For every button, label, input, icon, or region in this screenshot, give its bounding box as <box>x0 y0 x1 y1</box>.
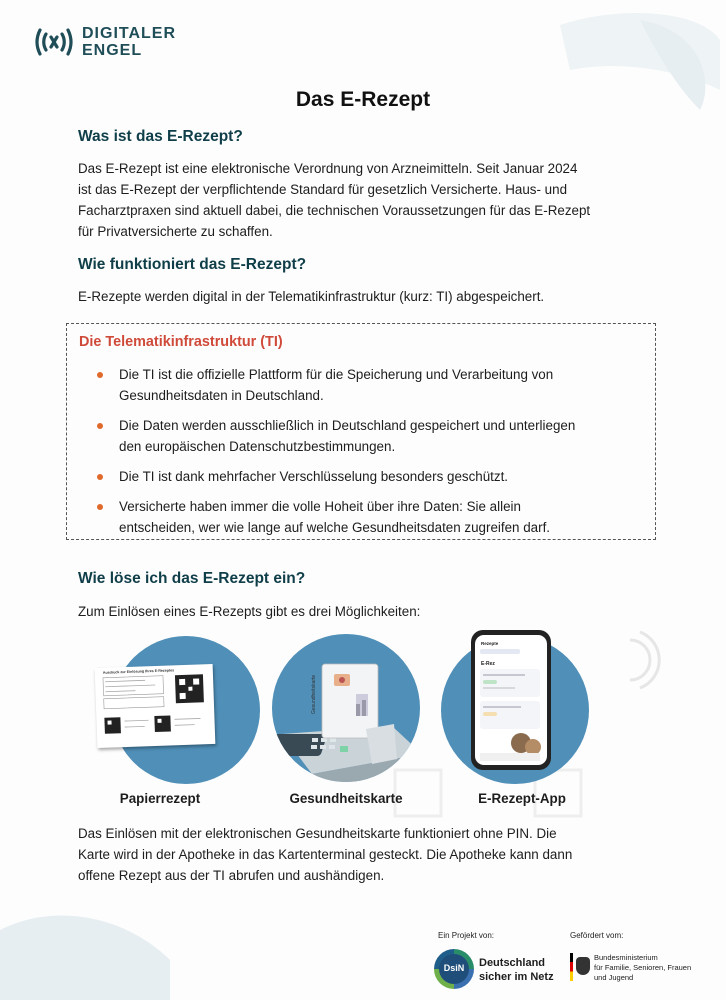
app-screen-title: Rezepte <box>481 641 499 646</box>
list-item-line: entscheiden, wer wie lange auf welche Gesundheitsdaten zugreifen darf. <box>119 520 551 535</box>
logo-line2: ENGEL <box>82 42 143 59</box>
e-rezept-app-illustration <box>441 636 589 784</box>
bullet-icon <box>97 474 103 480</box>
digitaler-engel-logo <box>34 22 176 62</box>
eagle-icon <box>576 957 590 975</box>
dsin-short: DsiN <box>443 963 465 973</box>
section-heading-how: Wie funktioniert das E-Rezept? <box>78 256 307 273</box>
ti-box-title: Die Telematikinfrastruktur (TI) <box>79 334 283 350</box>
paper-header: Ausdruck zur Einlösung Ihres E-Rezeptes <box>102 668 175 675</box>
dsin-logo <box>434 947 554 991</box>
ministry-line1: Bundesministerium <box>594 953 658 962</box>
app-screen-subtitle: E-Rez <box>481 661 495 667</box>
ti-info-box <box>66 323 656 540</box>
bullet-icon <box>97 372 103 378</box>
project-label: Ein Projekt von: <box>438 931 495 940</box>
dsin-line2: sicher im Netz <box>479 971 554 983</box>
section-heading-redeem: Wie löse ich das E-Rezept ein? <box>78 570 306 587</box>
list-item <box>93 466 633 487</box>
health-card-illustration <box>272 634 420 782</box>
funded-label: Gefördert vom: <box>570 931 624 940</box>
dsin-circle-icon <box>434 949 474 989</box>
phone-mockup <box>471 630 551 770</box>
paper-prescription-illustration <box>102 636 260 784</box>
list-item <box>93 364 633 406</box>
option-paper-label: Papierrezept <box>119 791 201 806</box>
list-item-line: Die TI ist die offizielle Plattform für die Speicherung und Verarbeitung von <box>119 367 554 382</box>
list-item-line: Die TI ist dank mehrfacher Verschlüsselung besonders geschützt. <box>119 469 509 484</box>
bullet-icon <box>97 504 103 510</box>
list-item <box>93 496 633 538</box>
ministry-line2: für Familie, Senioren, Frauen <box>594 963 692 972</box>
section-heading-what: Was ist das E-Rezept? <box>78 128 243 145</box>
list-item-line: Die Daten werden ausschließlich in Deutschland gespeichert und unterliegen <box>119 418 576 433</box>
list-item-line: den europäischen Datenschutzbestimmungen. <box>119 439 396 454</box>
list-item-line: Gesundheitsdaten in Deutschland. <box>119 388 324 403</box>
text-line: offene Rezept aus der TI abrufen und aushändigen. <box>78 868 385 883</box>
german-flag-icon <box>570 953 573 981</box>
text-line: Das E-Rezept ist eine elektronische Verordnung von Arzneimitteln. Seit Januar 2024 <box>78 161 578 176</box>
logo-mark-icon <box>34 22 74 62</box>
section-how-text: E-Rezepte werden digital in der Telematikinfrastruktur (kurz: TI) abgespeichert. <box>78 289 545 304</box>
health-card-text: Gesundheitskarte <box>311 674 317 714</box>
section-redeem-text: Zum Einlösen eines E-Rezepts gibt es drei Möglichkeiten: <box>78 604 421 619</box>
phone-screen <box>475 635 547 765</box>
closing-text <box>78 823 688 886</box>
text-line: ist das E-Rezept der verpflichtende Standard für gesetzlich Versicherte. Haus- und <box>78 182 568 197</box>
option-card-label: Gesundheitskarte <box>289 791 403 806</box>
ti-bullet-list <box>93 364 633 547</box>
text-line: für Privatversicherte zu schaffen. <box>78 224 273 239</box>
paper-sheet <box>95 664 216 748</box>
section-what-text <box>78 158 678 242</box>
option-app-label: E-Rezept-App <box>478 791 566 806</box>
ministry-line3: und Jugend <box>594 973 634 982</box>
logo-line1: DIGITALER <box>82 25 177 42</box>
text-line: Facharztpraxen sind aktuell dabei, die technischen Voraussetzungen für das E-Rezept <box>78 203 591 218</box>
text-line: Karte wird in der Apotheke in das Kartenterminal gesteckt. Die Apotheke kann dann <box>78 847 573 862</box>
ministry-logo <box>570 947 700 991</box>
list-item-line: Versicherte haben immer die volle Hoheit über ihre Daten: Sie allein <box>119 499 521 514</box>
dsin-line1: Deutschland <box>479 957 546 969</box>
bullet-icon <box>97 423 103 429</box>
page-title: Das E-Rezept <box>295 88 431 111</box>
list-item <box>93 415 633 457</box>
text-line: Das Einlösen mit der elektronischen Gesundheitskarte funktioniert ohne PIN. Die <box>78 826 557 841</box>
